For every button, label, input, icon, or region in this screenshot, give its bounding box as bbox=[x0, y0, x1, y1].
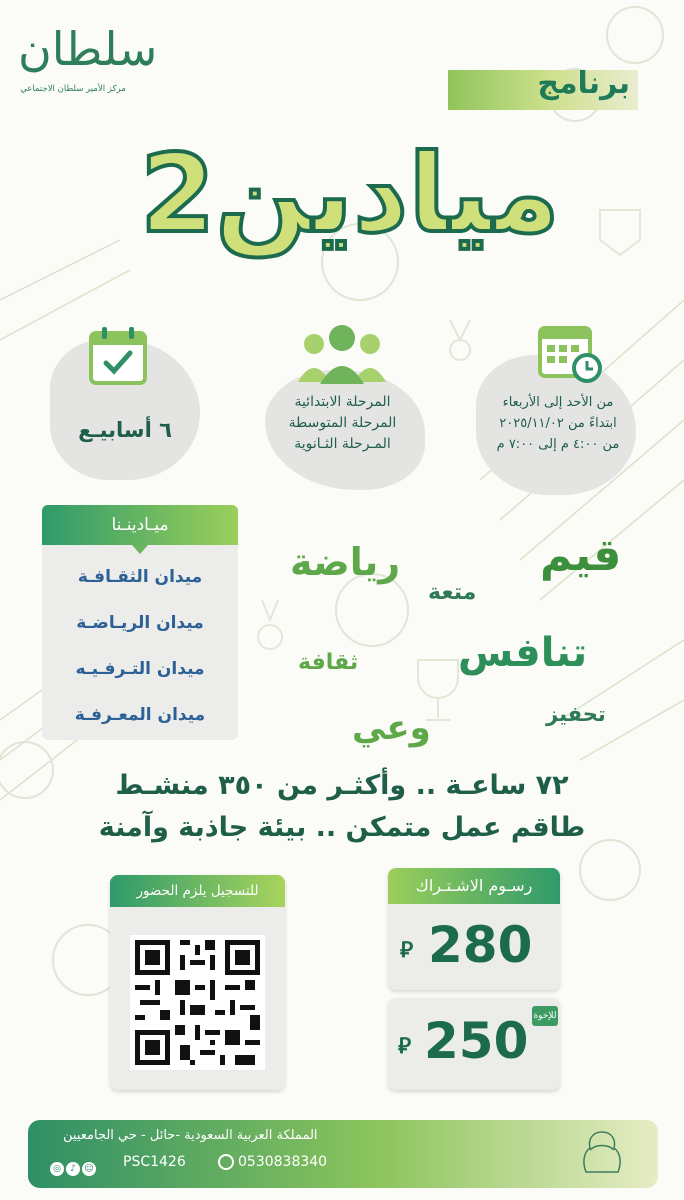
stage-item: المرحلة المتوسطة bbox=[288, 415, 397, 431]
registration-heading: للتسجيل يلزم الحضور bbox=[110, 875, 285, 907]
word-sports: رياضة bbox=[290, 540, 401, 584]
tagline-team: طاقم عمل متمكن .. بيئة جاذبة وآمنة bbox=[98, 812, 586, 843]
whatsapp-icon bbox=[218, 1154, 234, 1170]
stage-item: المرحلة الابتدائية bbox=[294, 394, 391, 410]
word-competition: تنافس bbox=[458, 630, 588, 676]
siblings-price: 250 bbox=[424, 1012, 529, 1070]
tiktok-icon[interactable]: ♪ bbox=[66, 1162, 80, 1176]
shield-icon bbox=[600, 210, 640, 255]
schedule-text bbox=[468, 392, 648, 455]
footer-bar bbox=[28, 1120, 658, 1188]
word-awareness: وعي bbox=[352, 708, 431, 748]
program-label: برنامج bbox=[537, 66, 630, 101]
qr-code-graphic bbox=[130, 935, 265, 1070]
students-group-icon bbox=[292, 322, 392, 384]
portrait-emblem-icon bbox=[582, 1128, 622, 1180]
word-values: قيم bbox=[540, 530, 622, 581]
word-culture: ثقافة bbox=[298, 650, 359, 675]
medal-icon bbox=[450, 320, 470, 360]
field-item-entertainment: ميدان التـرفـيـه bbox=[75, 659, 205, 679]
riyal-currency-icon: ⃁ bbox=[398, 1034, 412, 1059]
fields-card bbox=[42, 505, 238, 740]
subscription-fee-heading: رسـوم الاشـتـراك bbox=[388, 868, 560, 904]
medal-icon bbox=[258, 600, 282, 649]
phone-number[interactable]: 0530838340 bbox=[238, 1154, 328, 1170]
word-motivation: تحفيز bbox=[546, 702, 606, 726]
schedule-days: من الأحد إلى الأربعاء bbox=[502, 395, 614, 410]
logo-caption: مركز الأمير سلطان الاجتماعي bbox=[20, 84, 126, 94]
stages-list bbox=[255, 392, 430, 455]
instagram-icon[interactable]: ◎ bbox=[50, 1162, 64, 1176]
riyal-currency-icon: ⃁ bbox=[400, 938, 414, 963]
fields-heading: ميـادينـنا bbox=[42, 505, 238, 545]
football-icon bbox=[580, 840, 640, 900]
social-handle[interactable]: PSC1426 bbox=[123, 1154, 186, 1170]
duration-text: ٦ أسابيـع bbox=[78, 418, 172, 442]
registration-card bbox=[110, 875, 285, 1090]
schedule-start-date: ابتداءً من ٢٠٢٥/١١/٠٢ bbox=[499, 416, 617, 431]
siblings-badge: للإخوة bbox=[532, 1006, 558, 1026]
tagline-hours: ٧٢ ساعـة .. وأكثـر من ٣٥٠ منشـط bbox=[115, 770, 569, 801]
football-icon bbox=[336, 574, 408, 646]
calendar-clock-icon bbox=[537, 320, 603, 384]
qr-code[interactable] bbox=[130, 935, 265, 1070]
social-icons bbox=[50, 1156, 98, 1176]
logo-calligraphy: سلطان bbox=[18, 22, 158, 76]
field-item-sports: ميدان الريـاضـة bbox=[76, 613, 204, 633]
football-icon bbox=[607, 7, 663, 63]
program-tag bbox=[448, 66, 638, 110]
charity-society-logo bbox=[532, 1124, 622, 1184]
word-fun: متعة bbox=[428, 580, 477, 605]
stage-item: المـرحلة الثـانوية bbox=[294, 436, 391, 452]
field-item-culture: ميدان الثقـافـة bbox=[77, 567, 203, 587]
siblings-fee-card bbox=[388, 998, 560, 1090]
checklist-calendar-icon bbox=[88, 325, 148, 387]
snapchat-icon[interactable]: ☺ bbox=[82, 1162, 96, 1176]
organization-logo bbox=[18, 14, 158, 114]
footer-address: المملكة العربية السعودية -حائل - حي الجامعيين bbox=[63, 1128, 318, 1143]
page-title: ميادين2 bbox=[140, 132, 560, 257]
field-item-knowledge: ميدان المعـرفـة bbox=[74, 705, 206, 725]
subscription-fee-card bbox=[388, 868, 560, 990]
subscription-price: 280 bbox=[428, 916, 533, 974]
schedule-time: من ٤:٠٠ م إلى ٧:٠٠ م bbox=[496, 437, 620, 452]
